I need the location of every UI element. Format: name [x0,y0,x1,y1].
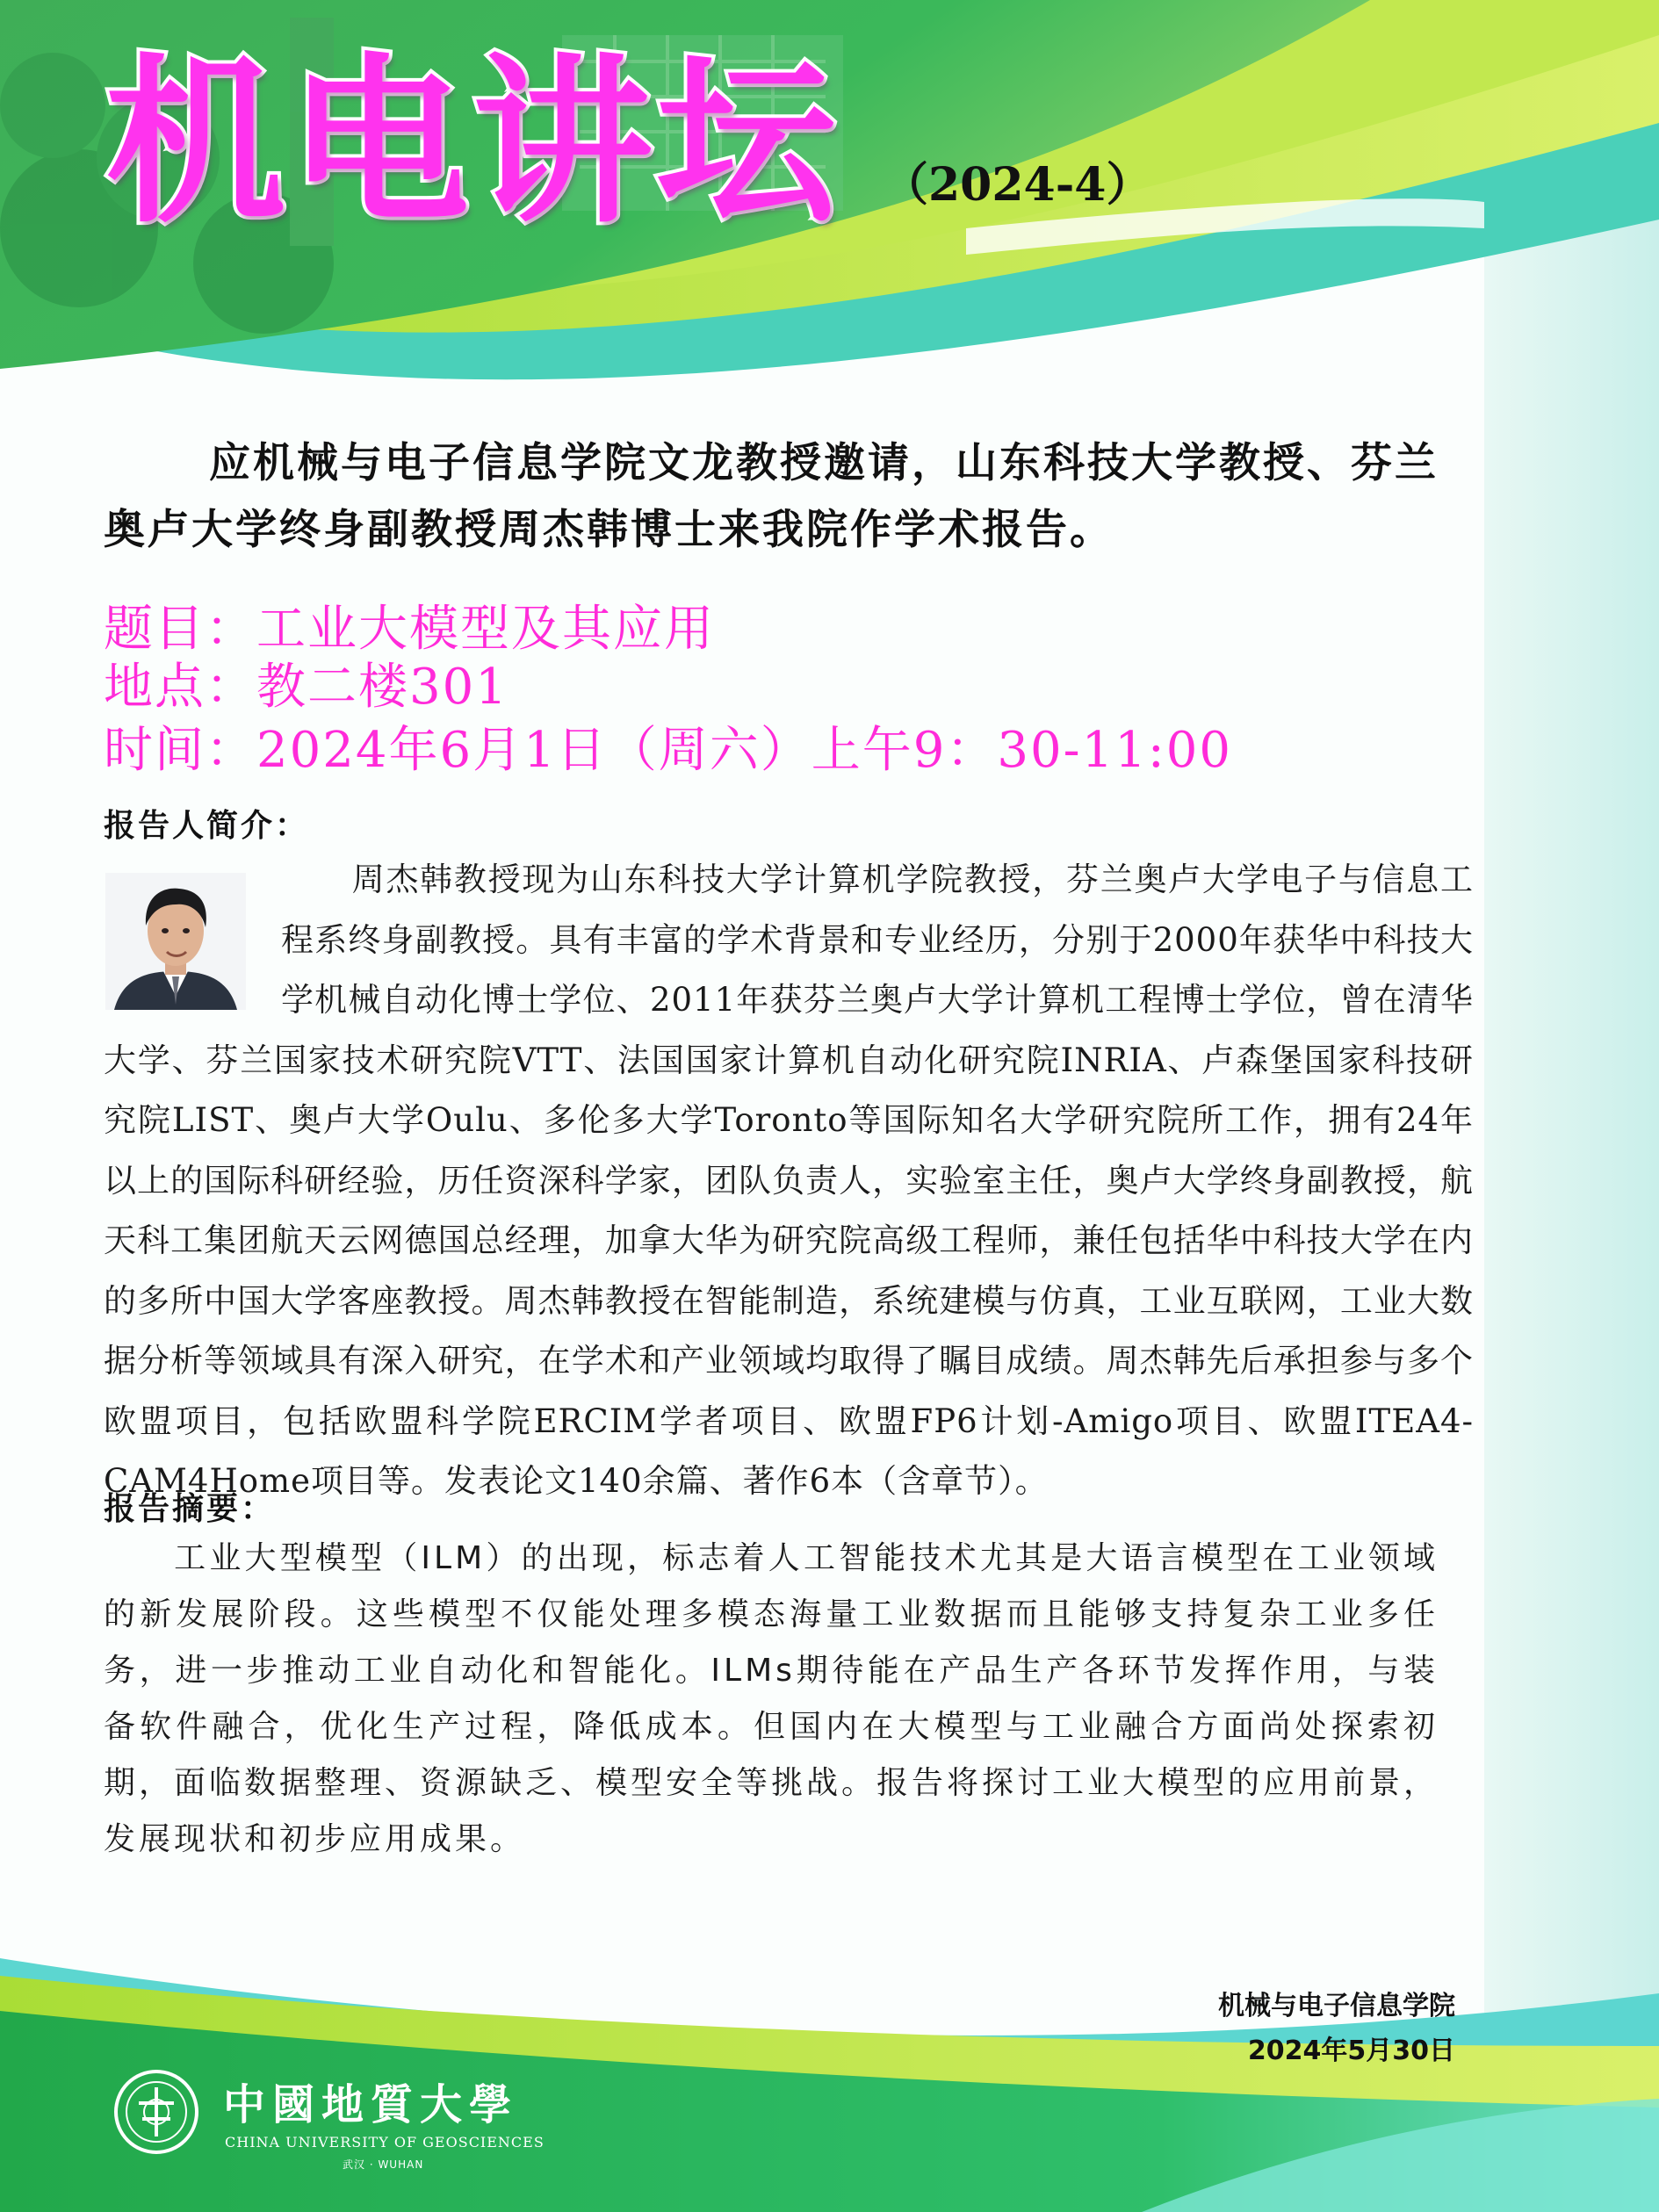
abstract-text: 工业大型模型（ILM）的出现，标志着人工智能技术尤其是大语言模型在工业领域的新发展阶段。这些模型不仅能处理多模态海量工业数据而且能够支持复杂工业多任务，进一步推动工业自动化和智能化。ILMs期待能在产品生产各环节发挥作用，与装备软件融合，优化生产过程，降低成本。但国内在大模型与工业融合方面尚处探索初期，面临数据整理、资源缺乏、模型安全等挑战。报告将探讨工业大模型的应用前景，发展现状和初步应用成果。 [104,1540,1439,1857]
bio-heading: 报告人简介： [104,808,310,844]
poster-title: 机电讲坛 [105,39,840,248]
place-line [104,648,509,718]
speaker-photo [105,873,246,1010]
topic-value: 工业大模型及其应用 [256,601,715,658]
issue-date: 2024年5月30日 [1247,2035,1455,2066]
topic-label: 题目： [104,601,256,658]
abstract-body [104,1531,1439,1868]
time-label: 时间： [104,722,256,779]
time-line [104,711,1232,782]
invitation-intro [104,430,1474,564]
time-value: 2024年6月1日（周六）上午9：30-11:00 [256,722,1232,779]
place-label: 地点： [104,659,256,716]
speaker-bio [104,850,1474,1512]
abstract-heading: 报告摘要： [104,1491,276,1527]
place-value: 教二楼301 [256,659,509,716]
university-name-cn: 中國地質大學 [223,2080,519,2129]
issue-number: （2024-4） [883,158,1152,212]
university-city: 武汉 · WUHAN [343,2158,424,2171]
organizer: 机械与电子信息学院 [1218,1991,1455,2021]
invitation-text: 应机械与电子信息学院文龙教授邀请，山东科技大学教授、芬兰奥卢大学终身副教授周杰韩博士来我院作学术报告。 [104,439,1439,554]
university-name-en: CHINA UNIVERSITY OF GEOSCIENCES [225,2134,545,2151]
university-seal-icon [112,2068,200,2156]
bio-text: 周杰韩教授现为山东科技大学计算机学院教授，芬兰奥卢大学电子与信息工程系终身副教授。具有丰富的学术背景和专业经历，分别于2000年获华中科技大学机械自动化博士学位、2011年获芬兰奥卢大学计算机工程博士学位，曾在清华大学、芬兰国家技术研究院VTT、法国国家计算机自动化研究院INRIA、卢森堡国家科技研究院LIST、奥卢大学Oulu、多伦多大学Toronto等国际知名大学研究院所工作，拥有24年以上的国际科研经验，历任资深科学家，团队负责人，实验室主任，奥卢大学终身副教授，航天科工集团航天云网德国总经理，加拿大华为研究院高级工程师，兼任包括华中科技大学在内的多所中国大学客座教授。周杰韩教授在智能制造，系统建模与仿真，工业互联网，工业大数据分析等领域具有深入研究，在学术和产业领域均取得了瞩目成绩。周杰韩先后承担参与多个欧盟项目，包括欧盟科学院ERCIM学者项目、欧盟FP6计划-Amigo项目、欧盟ITEA4-CAM4Home项目等。发表论文140余篇、著作6本（含章节）。 [104,861,1474,1500]
